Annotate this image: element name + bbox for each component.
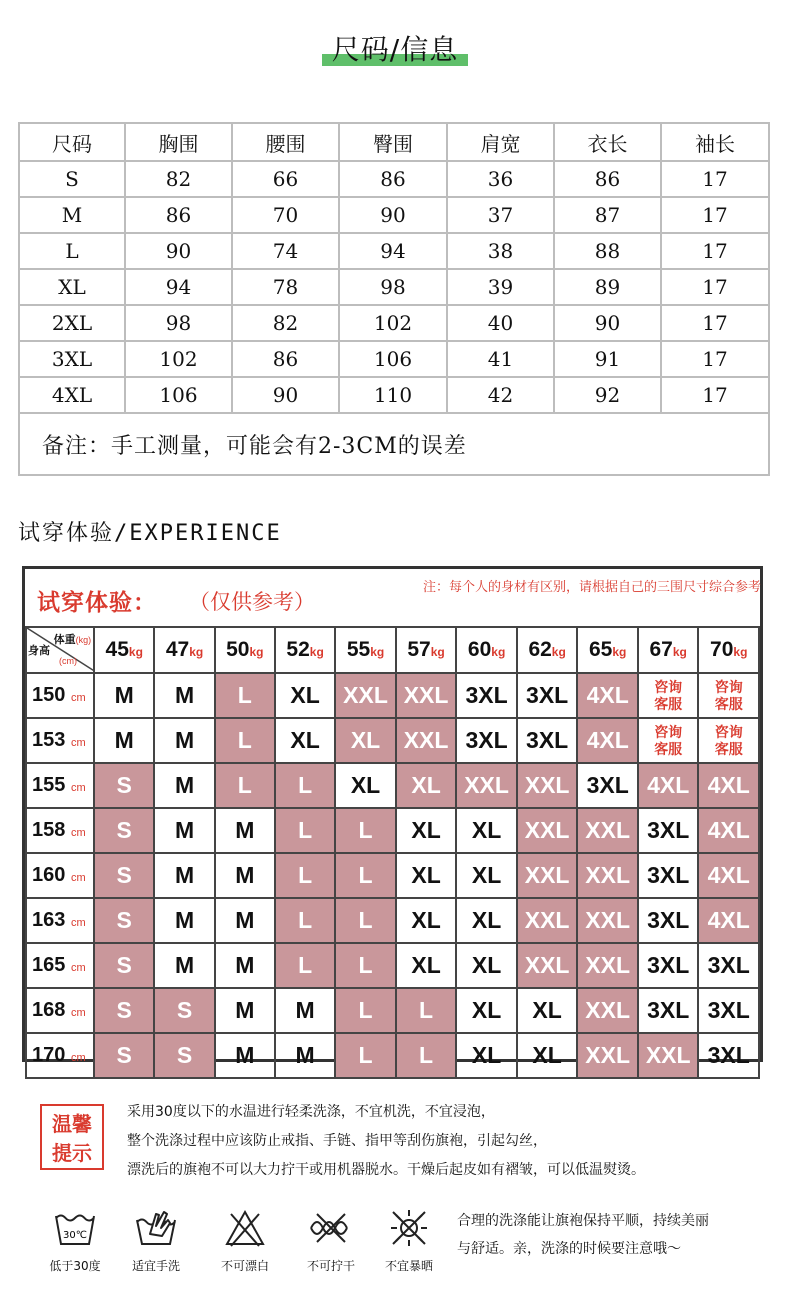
size-recommendation-cell: 3XL — [638, 853, 699, 898]
size-row — [19, 269, 769, 305]
size-recommendation-cell: M — [154, 673, 214, 718]
size-row — [19, 341, 769, 377]
size-recommendation-cell: M — [154, 898, 214, 943]
height-label-cell — [26, 853, 94, 898]
size-cell: 17 — [661, 233, 769, 269]
size-cell: 82 — [232, 305, 339, 341]
size-cell: 90 — [232, 377, 339, 413]
size-cell: 38 — [447, 233, 554, 269]
size-recommendation-cell: M — [215, 853, 275, 898]
warm-tip-badge-line1: 温馨 — [52, 1112, 92, 1136]
size-recommendation-cell: XXL — [517, 943, 578, 988]
size-cell: 94 — [125, 269, 232, 305]
size-recommendation-cell: 3XL — [698, 1033, 759, 1078]
fit-experience-header — [25, 569, 760, 628]
size-header-cell: 臀围 — [339, 123, 447, 161]
height-unit: cm — [70, 782, 86, 794]
size-recommendation-cell: L — [335, 898, 396, 943]
care-icon-no-wring — [296, 1208, 366, 1274]
corner-weight-text: 体重 — [53, 634, 76, 646]
size-recommendation-cell: 3XL — [638, 988, 699, 1033]
consult-service-cell: 咨询 客服 — [698, 673, 759, 718]
height-label-cell — [26, 673, 94, 718]
size-cell: 17 — [661, 341, 769, 377]
weight-header-cell — [456, 627, 517, 673]
size-recommendation-cell: M — [154, 853, 214, 898]
height-label-cell — [26, 1033, 94, 1078]
weight-unit: kg — [551, 645, 566, 659]
fit-experience-note: 注：每个人的身材有区别，请根据自己的三围尺寸综合参考 — [423, 580, 762, 595]
size-recommendation-cell: XL — [396, 943, 457, 988]
size-recommendation-cell: 4XL — [698, 853, 759, 898]
size-recommendation-cell: L — [275, 898, 335, 943]
size-cell: 70 — [232, 197, 339, 233]
weight-unit: kg — [612, 645, 627, 659]
size-recommendation-cell: 4XL — [638, 763, 699, 808]
size-recommendation-cell: XL — [517, 988, 578, 1033]
weight-value: 52 — [286, 638, 310, 661]
size-recommendation-cell: S — [154, 988, 214, 1033]
weight-header-cell — [215, 627, 275, 673]
size-recommendation-cell: S — [94, 943, 154, 988]
height-label-cell — [26, 988, 94, 1033]
size-cell: 102 — [339, 305, 447, 341]
size-recommendation-cell: M — [94, 673, 154, 718]
size-recommendation-cell: L — [275, 763, 335, 808]
care-line: 漂洗后的旗袍不可以大力拧干或用机器脱水。干燥后起皮如有褶皱，可以低温熨烫。 — [127, 1162, 645, 1178]
size-recommendation-cell: L — [335, 853, 396, 898]
hand-wash-icon — [134, 1208, 178, 1248]
height-unit: cm — [70, 692, 86, 704]
height-value: 158 — [32, 819, 66, 841]
size-recommendation-cell: 4XL — [577, 718, 638, 763]
fit-grid-row — [26, 898, 759, 943]
size-cell: 98 — [339, 269, 447, 305]
size-cell: 102 — [125, 341, 232, 377]
weight-value: 47 — [165, 638, 190, 661]
care-line: 采用30度以下的水温进行轻柔洗涤，不宜机洗，不宜浸泡， — [127, 1104, 495, 1120]
size-cell: M — [19, 197, 125, 233]
page-title: 尺码/信息 — [328, 28, 462, 68]
size-recommendation-cell: 4XL — [698, 763, 759, 808]
size-cell: 42 — [447, 377, 554, 413]
size-recommendation-cell: L — [275, 943, 335, 988]
weight-height-corner — [26, 627, 94, 673]
fit-experience-panel — [22, 566, 763, 1068]
fit-grid-row — [26, 673, 759, 718]
closing-line: 与舒适。亲，洗涤的时候要注意哦～ — [457, 1241, 681, 1257]
size-table-body — [19, 161, 769, 475]
size-cell: 2XL — [19, 305, 125, 341]
size-recommendation-cell: XXL — [517, 763, 578, 808]
size-cell: 40 — [447, 305, 554, 341]
weight-value: 57 — [407, 638, 431, 661]
size-cell: 98 — [125, 305, 232, 341]
wash-30-icon — [53, 1208, 97, 1248]
height-label-cell — [26, 763, 94, 808]
size-recommendation-cell: 4XL — [698, 898, 759, 943]
size-note-row — [19, 413, 769, 475]
size-cell: 3XL — [19, 341, 125, 377]
size-recommendation-cell: L — [215, 673, 275, 718]
weight-header-cell — [698, 627, 759, 673]
size-cell: 87 — [554, 197, 661, 233]
size-recommendation-cell: S — [154, 1033, 214, 1078]
no-sun-icon — [387, 1208, 431, 1248]
care-icon-label: 不可拧干 — [306, 1259, 355, 1273]
size-table-header — [19, 123, 769, 161]
size-cell: 86 — [125, 197, 232, 233]
size-cell: L — [19, 233, 125, 269]
size-recommendation-cell: L — [335, 1033, 396, 1078]
size-recommendation-cell: XL — [335, 718, 396, 763]
size-recommendation-cell: XL — [396, 898, 457, 943]
corner-weight-unit: (kg) — [75, 635, 92, 645]
size-cell: 94 — [339, 233, 447, 269]
consult-service-cell: 咨询 客服 — [638, 718, 699, 763]
corner-weight-label — [54, 631, 92, 647]
size-recommendation-cell: M — [215, 808, 275, 853]
size-cell: 86 — [554, 161, 661, 197]
size-cell: 37 — [447, 197, 554, 233]
height-value: 163 — [32, 909, 66, 931]
size-recommendation-cell: 3XL — [638, 898, 699, 943]
fit-grid — [25, 626, 760, 1079]
size-recommendation-cell: XL — [456, 1033, 517, 1078]
weight-value: 60 — [467, 638, 492, 661]
size-cell: 41 — [447, 341, 554, 377]
height-label-cell — [26, 898, 94, 943]
size-cell: 82 — [125, 161, 232, 197]
size-cell: 17 — [661, 305, 769, 341]
height-value: 165 — [32, 954, 66, 976]
size-recommendation-cell: 4XL — [698, 808, 759, 853]
size-recommendation-cell: XL — [456, 988, 517, 1033]
size-row — [19, 197, 769, 233]
consult-service-cell: 咨询 客服 — [698, 718, 759, 763]
size-recommendation-cell: XXL — [577, 943, 638, 988]
size-recommendation-cell: M — [94, 718, 154, 763]
size-recommendation-cell: XL — [275, 673, 335, 718]
size-cell: 88 — [554, 233, 661, 269]
size-cell: 86 — [232, 341, 339, 377]
weight-header-cell — [638, 627, 699, 673]
size-recommendation-cell: XL — [456, 853, 517, 898]
care-instructions — [127, 1098, 767, 1185]
height-value: 170 — [32, 1044, 66, 1066]
corner-height-unit: (cm) — [59, 656, 77, 666]
size-cell: 106 — [339, 341, 447, 377]
weight-unit: kg — [733, 645, 748, 659]
fit-grid-row — [26, 718, 759, 763]
fit-grid-row — [26, 763, 759, 808]
size-recommendation-cell: M — [154, 718, 214, 763]
no-bleach-icon — [223, 1208, 267, 1248]
height-value: 160 — [32, 864, 66, 886]
size-recommendation-cell: XL — [396, 763, 457, 808]
size-row — [19, 305, 769, 341]
size-header-cell: 袖长 — [661, 123, 769, 161]
size-note: 备注：手工测量，可能会有2-3CM的误差 — [19, 413, 769, 475]
size-cell: 110 — [339, 377, 447, 413]
weight-header-cell — [275, 627, 335, 673]
size-recommendation-cell: M — [154, 763, 214, 808]
size-cell: 92 — [554, 377, 661, 413]
weight-unit: kg — [189, 645, 204, 659]
care-icon-no-bleach — [210, 1208, 280, 1274]
size-recommendation-cell: S — [94, 988, 154, 1033]
size-cell: 39 — [447, 269, 554, 305]
size-cell: 36 — [447, 161, 554, 197]
size-cell: 106 — [125, 377, 232, 413]
size-recommendation-cell: XXL — [577, 808, 638, 853]
size-recommendation-cell: M — [215, 988, 275, 1033]
fit-grid-row — [26, 943, 759, 988]
size-cell: XL — [19, 269, 125, 305]
size-header-cell: 腰围 — [232, 123, 339, 161]
height-unit: cm — [70, 962, 86, 974]
size-row — [19, 377, 769, 413]
size-recommendation-cell: 3XL — [698, 988, 759, 1033]
care-icon-hand-wash — [121, 1208, 191, 1274]
care-icon-no-sun — [374, 1208, 444, 1274]
weight-header-cell — [396, 627, 457, 673]
care-icon-label: 低于30度 — [49, 1259, 101, 1273]
size-recommendation-cell: XXL — [577, 853, 638, 898]
size-recommendation-cell: 3XL — [517, 673, 578, 718]
closing-line: 合理的洗涤能让旗袍保持平顺，持续美丽 — [457, 1213, 709, 1229]
size-cell: 74 — [232, 233, 339, 269]
size-cell: 17 — [661, 161, 769, 197]
size-recommendation-cell: XL — [396, 808, 457, 853]
weight-header-cell — [517, 627, 578, 673]
warm-tip-badge-line2: 提示 — [52, 1141, 92, 1165]
height-unit: cm — [70, 1052, 86, 1064]
size-recommendation-cell: XL — [456, 808, 517, 853]
size-recommendation-cell: 3XL — [698, 943, 759, 988]
fit-grid-row — [26, 1033, 759, 1078]
size-recommendation-cell: 4XL — [577, 673, 638, 718]
size-recommendation-cell: M — [215, 1033, 275, 1078]
page-title-wrap — [0, 28, 790, 68]
weight-value: 50 — [226, 638, 250, 661]
size-recommendation-cell: 3XL — [456, 718, 517, 763]
size-recommendation-cell: M — [215, 898, 275, 943]
size-recommendation-cell: XL — [517, 1033, 578, 1078]
size-recommendation-cell: L — [275, 853, 335, 898]
size-recommendation-cell: XXL — [396, 673, 457, 718]
size-recommendation-cell: S — [94, 763, 154, 808]
size-header-cell: 胸围 — [125, 123, 232, 161]
size-cell: 66 — [232, 161, 339, 197]
size-recommendation-cell: S — [94, 853, 154, 898]
wash-temp-mark: 30℃ — [63, 1230, 87, 1241]
corner-height-label: 身高 — [28, 645, 50, 657]
weight-header-cell — [577, 627, 638, 673]
height-unit: cm — [70, 737, 86, 749]
size-recommendation-cell: S — [94, 898, 154, 943]
size-recommendation-cell: M — [154, 808, 214, 853]
size-cell: 90 — [554, 305, 661, 341]
fit-grid-row — [26, 853, 759, 898]
size-cell: 90 — [125, 233, 232, 269]
height-label-cell — [26, 943, 94, 988]
size-cell: 17 — [661, 377, 769, 413]
size-recommendation-cell: XXL — [517, 808, 578, 853]
size-cell: 17 — [661, 269, 769, 305]
size-recommendation-cell: XL — [335, 763, 396, 808]
height-value: 153 — [32, 729, 66, 751]
size-recommendation-cell: XL — [456, 898, 517, 943]
fit-grid-header-row — [26, 627, 759, 673]
care-closing-text — [457, 1207, 777, 1263]
size-recommendation-cell: 3XL — [638, 808, 699, 853]
size-recommendation-cell: 3XL — [456, 673, 517, 718]
fit-grid-row — [26, 988, 759, 1033]
experience-section-title: 试穿体验/EXPERIENCE — [18, 521, 282, 546]
size-recommendation-cell: S — [94, 808, 154, 853]
height-value: 150 — [32, 684, 66, 706]
weight-header-cell — [335, 627, 396, 673]
weight-unit: kg — [430, 645, 445, 659]
fit-experience-subtitle: （仅供参考） — [189, 590, 315, 614]
height-value: 168 — [32, 999, 66, 1021]
height-unit: cm — [70, 1007, 86, 1019]
size-recommendation-cell: XL — [456, 943, 517, 988]
fit-experience-title: 试穿体验： — [37, 590, 157, 616]
size-recommendation-cell: XXL — [456, 763, 517, 808]
size-recommendation-cell: XXL — [517, 898, 578, 943]
size-recommendation-cell: L — [215, 763, 275, 808]
size-cell: 91 — [554, 341, 661, 377]
size-recommendation-cell: M — [275, 988, 335, 1033]
height-unit: cm — [70, 917, 86, 929]
weight-unit: kg — [249, 645, 264, 659]
size-cell: 89 — [554, 269, 661, 305]
size-recommendation-cell: L — [275, 808, 335, 853]
consult-service-cell: 咨询 客服 — [638, 673, 699, 718]
size-recommendation-cell: L — [215, 718, 275, 763]
weight-unit: kg — [370, 645, 385, 659]
size-row — [19, 233, 769, 269]
size-recommendation-cell: L — [396, 988, 457, 1033]
height-unit: cm — [70, 827, 86, 839]
care-icon-wash-30 — [40, 1208, 110, 1274]
size-header-cell: 衣长 — [554, 123, 661, 161]
size-cell: S — [19, 161, 125, 197]
size-table — [18, 122, 770, 476]
size-header-cell: 肩宽 — [447, 123, 554, 161]
weight-header-cell — [154, 627, 214, 673]
size-recommendation-cell: XXL — [577, 1033, 638, 1078]
size-recommendation-cell: XXL — [396, 718, 457, 763]
weight-value: 45 — [105, 638, 129, 661]
weight-header-cell — [94, 627, 154, 673]
weight-value: 62 — [528, 638, 552, 661]
no-wring-icon — [307, 1208, 355, 1248]
size-recommendation-cell: XXL — [517, 853, 578, 898]
size-cell: 4XL — [19, 377, 125, 413]
size-row — [19, 161, 769, 197]
weight-unit: kg — [672, 645, 687, 659]
size-recommendation-cell: 3XL — [577, 763, 638, 808]
size-recommendation-cell: XL — [396, 853, 457, 898]
size-recommendation-cell: M — [215, 943, 275, 988]
size-cell: 90 — [339, 197, 447, 233]
weight-unit: kg — [309, 645, 324, 659]
height-value: 155 — [32, 774, 66, 796]
size-recommendation-cell: XXL — [577, 898, 638, 943]
height-label-cell — [26, 808, 94, 853]
size-recommendation-cell: 3XL — [638, 943, 699, 988]
weight-value: 65 — [588, 638, 613, 661]
care-line: 整个洗涤过程中应该防止戒指、手链、指甲等刮伤旗袍，引起勾丝， — [127, 1133, 547, 1149]
fit-grid-row — [26, 808, 759, 853]
care-icon-label: 不可漂白 — [220, 1259, 269, 1273]
size-recommendation-cell: L — [335, 988, 396, 1033]
height-label-cell — [26, 718, 94, 763]
size-recommendation-cell: M — [154, 943, 214, 988]
size-cell: 86 — [339, 161, 447, 197]
size-recommendation-cell: L — [335, 943, 396, 988]
weight-value: 70 — [710, 638, 734, 661]
size-recommendation-cell: M — [275, 1033, 335, 1078]
size-cell: 78 — [232, 269, 339, 305]
height-unit: cm — [70, 872, 86, 884]
size-recommendation-cell: S — [94, 1033, 154, 1078]
weight-value: 67 — [649, 638, 673, 661]
size-recommendation-cell: XXL — [577, 988, 638, 1033]
size-recommendation-cell: XXL — [335, 673, 396, 718]
size-header-cell: 尺码 — [19, 123, 125, 161]
size-cell: 17 — [661, 197, 769, 233]
weight-value: 55 — [346, 638, 371, 661]
size-recommendation-cell: L — [396, 1033, 457, 1078]
care-icon-label: 适宜手洗 — [131, 1259, 180, 1273]
size-recommendation-cell: 3XL — [517, 718, 578, 763]
weight-unit: kg — [128, 645, 143, 659]
weight-unit: kg — [491, 645, 506, 659]
warm-tip-badge — [40, 1104, 104, 1170]
size-recommendation-cell: L — [335, 808, 396, 853]
care-icon-label: 不宜暴晒 — [384, 1259, 433, 1273]
size-recommendation-cell: XL — [275, 718, 335, 763]
size-recommendation-cell: XXL — [638, 1033, 699, 1078]
